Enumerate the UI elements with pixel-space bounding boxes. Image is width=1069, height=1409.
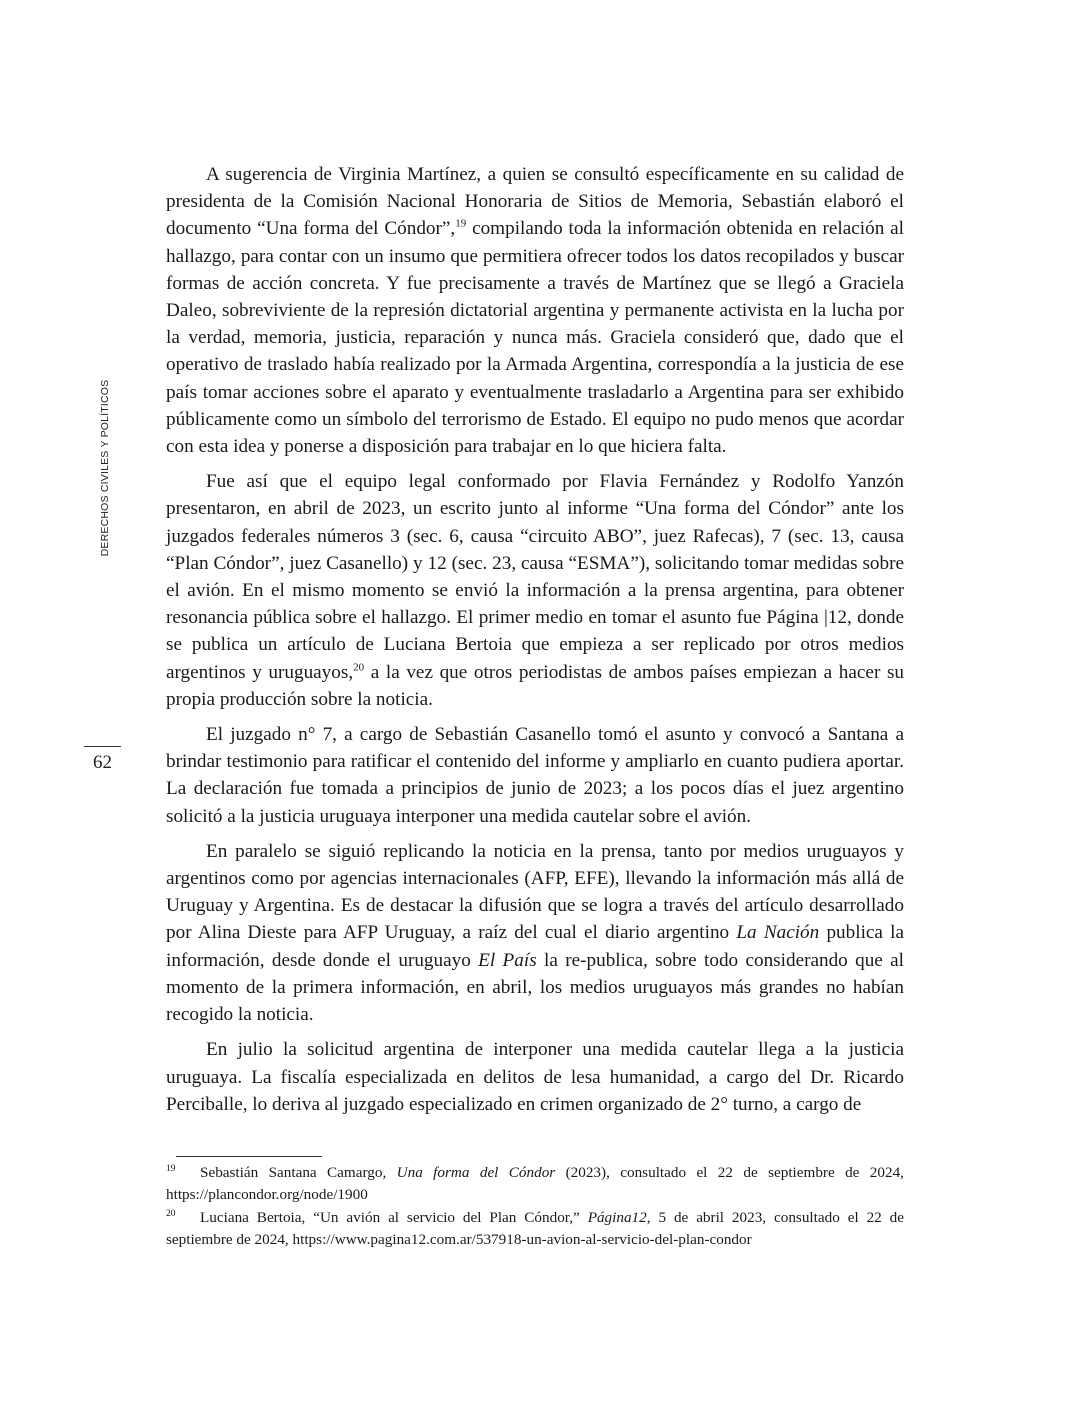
running-section-title: DERECHOS CIVILES Y POLÍTICOS [99, 379, 111, 557]
footnote-19: 19 Sebastián Santana Camargo, Una forma del Cóndor (2023), consultado el 22 de septiembre de 2024, https://plancondor.org/node/1900 [166, 1163, 904, 1203]
newspaper-name-el-pais: El País [478, 949, 537, 971]
footnote-ref-20: 20 [353, 661, 365, 674]
paragraph-1-text-b: compilando toda la información obtenida en relación al hallazgo, para contar con un insumo que permitiera ofrecer todos los datos recopilados y buscar formas de acción concreta. Y fue precisamente a través de Martínez que se llegó a Graciela Daleo, sobreviviente de la represión dictatorial argentina y permanente activista en la lucha por la verdad, memoria, justicia, reparación y nunca más. Graciela consideró que, dado que el operativo de traslado había realizado por la Armada Argentina, correspondía a la justicia de ese país tomar acciones sobre el aparato y eventualmente trasladarlo a Argentina para ser exhibido públicamente como un símbolo del terrorismo de Estado. El equipo no pudo menos que acordar con esta idea y ponerse a disposición para trabajar en lo que hiciera falta. [166, 218, 905, 458]
footnote-19-text-a: Sebastián Santana Camargo, [200, 1164, 397, 1181]
paragraph-3: El juzgado n° 7, a cargo de Sebastián Casanello tomó el asunto y convocó a Santana a brindar testimonio para ratificar el contenido del informe y ampliarlo en cuanto pudiera aportar. La declaración fue tomada a principios de junio de 2023; a los pocos días el juez argentino solicitó a la justicia uruguaya interponer una medida cautelar sobre el avión. [166, 724, 904, 827]
footnote-20-text-b: , 5 de abril 2023, consultado el 22 de septiembre de 2024, https://www.pagina12.com.ar/537918-un-avion-al-servicio-del-plan-condor [166, 1209, 904, 1248]
paragraph-1-text-a: A sugerencia de Virginia Martínez, a quien se consultó específicamente en su calidad de presidenta de la Comisión Nacional Honoraria de Sitios de Memoria, Sebastián elaboró el documento “Una forma del Cóndor”, [166, 164, 904, 240]
footnote-19-title: Una forma del Cóndor [396, 1164, 556, 1181]
page-number-rule [84, 746, 121, 747]
footnote-20: 20 Luciana Bertoia, “Un avión al servicio del Plan Cóndor,” Página12, 5 de abril 2023, consultado el 22 de septiembre de 2024, https://www.pagina12.com.ar/537918-un-avion-al-servicio-del-plan-condor [166, 1208, 904, 1248]
paragraph-4-text-b: publica la información, desde donde el uruguayo [166, 922, 904, 971]
page-number: 62 [93, 752, 112, 773]
body-text [166, 161, 904, 1126]
paragraph-5: En julio la solicitud argentina de interponer una medida cautelar llega a la justicia uruguaya. La fiscalía especializada en delitos de lesa humanidad, a cargo del Dr. Ricardo Perciballe, lo deriva al juzgado especializado en crimen organizado de 2° turno, a cargo de [166, 1039, 904, 1115]
footnote-separator [176, 1156, 322, 1157]
paragraph-1 [166, 161, 904, 460]
paragraph-2-text-b: a la vez que otros periodistas de ambos países empiezan a hacer su propia producción sobre la noticia. [166, 661, 905, 710]
footnote-19-text-b: (2023), consultado el 22 de septiembre de 2024, https://plancondor.org/node/1900 [166, 1164, 904, 1203]
footnotes [166, 1162, 904, 1252]
footnote-ref-19: 19 [455, 218, 467, 231]
paragraph-2-text-a: Fue así que el equipo legal conformado por Flavia Fernández y Rodolfo Yanzón presentaron, en abril de 2023, un escrito junto al informe “Una forma del Cóndor” ante los juzgados federales números 3 (sec. 6, causa “circuito ABO”, juez Rafecas), 7 (sec. 13, causa “Plan Cóndor”, juez Casanello) y 12 (sec. 23, causa “ESMA”), solicitando tomar medidas sobre el avión. En el mismo momento se envió la información a la prensa argentina, para obtener resonancia pública sobre el hallazgo. El primer medio en tomar el asunto fue Página |12, donde se publica un artículo de Luciana Bertoia que empieza a ser replicado por otros medios argentinos y uruguayos, [166, 471, 904, 683]
footnote-20-text-a: Luciana Bertoia, “Un avión al servicio del Plan Cóndor,” [200, 1209, 588, 1226]
footnote-20-title: Página12 [587, 1209, 647, 1226]
paragraph-4 [166, 838, 904, 1028]
paragraph-2 [166, 468, 904, 713]
newspaper-name-la-nacion: La Nación [736, 922, 820, 944]
paragraph-4-text-a: En paralelo se siguió replicando la noticia en la prensa, tanto por medios uruguayos y argentinos como por agencias internacionales (AFP, EFE), llevando la información más allá de Uruguay y Argentina. Es de destacar la difusión que se logra a través del artículo desarrollado por Alina Dieste para AFP Uruguay, a raíz del cual el diario argentino [166, 840, 904, 944]
paragraph-4-text-c: la re-publica, sobre todo considerando que al momento de la primera información, en abril, los medios uruguayos más grandes no habían recogido la noticia. [166, 949, 904, 1026]
